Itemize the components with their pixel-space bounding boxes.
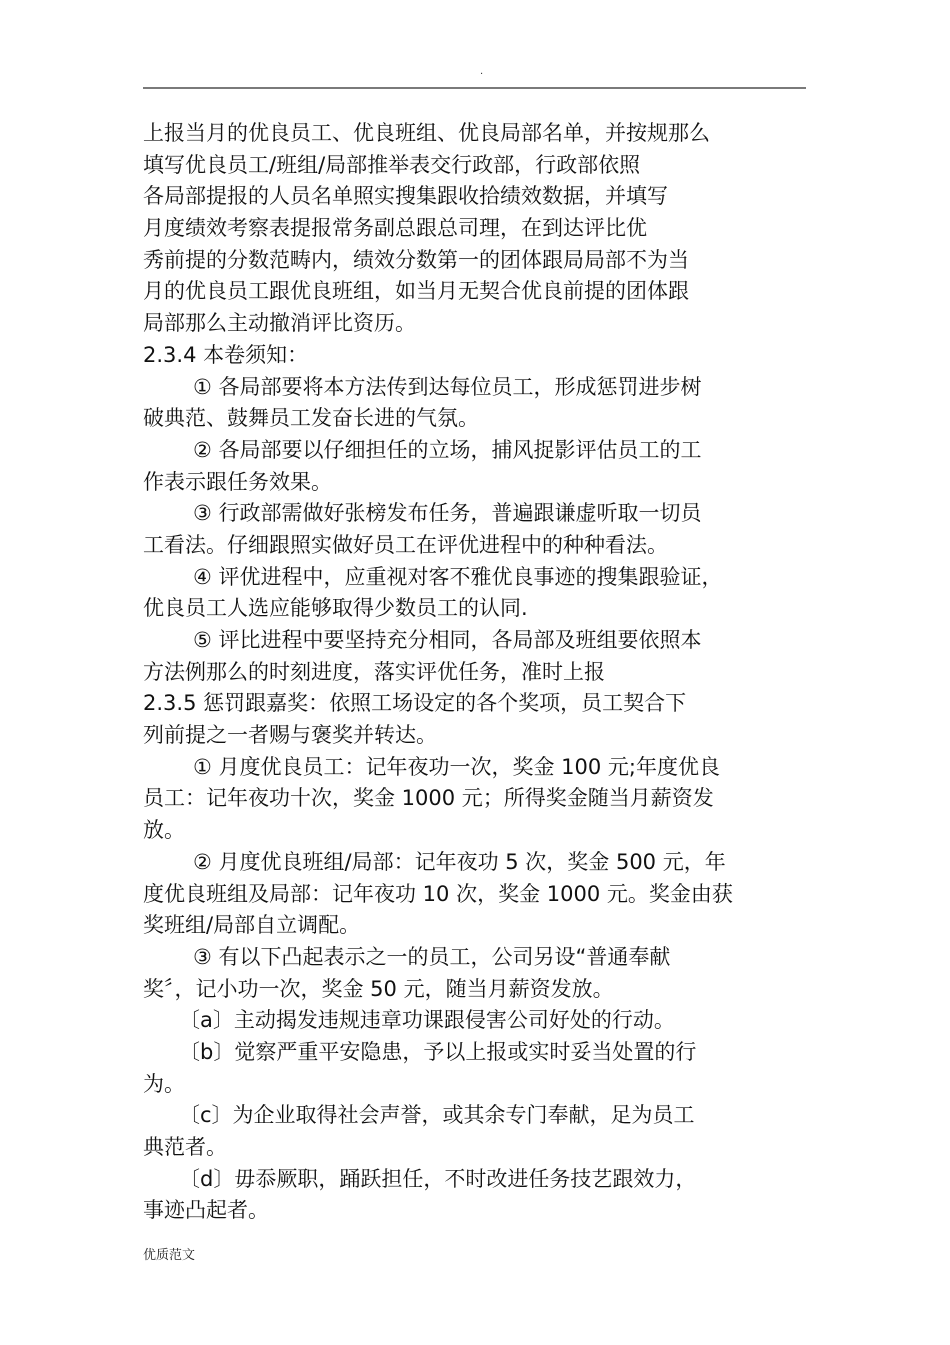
text-line: 各局部提报的人员名单照实搜集跟收拾绩效数据，并填写 (143, 184, 668, 209)
text-line: 度优良班组及局部：记年夜功 10 次，奖金 1000 元。奖金由获 (143, 881, 733, 906)
text-line: 作表示跟任务效果。 (143, 469, 332, 494)
text-line: 月度绩效考察表提报常务副总跟总司理，在到达评比优 (143, 216, 647, 241)
list-item: ③ 有以下凸起表示之一的员工，公司另设“普通奉献 (193, 944, 671, 969)
sub-item: 〔d〕毋忝厥职，踊跃担任，不时改进任务技艺跟效力， (179, 1166, 697, 1191)
sub-item: 〔c〕为企业取得社会声誉，或其余专门奉献，足为员工 (179, 1103, 695, 1128)
text-line: 月的优良员工跟优良班组，如当月无契合优良前提的团体跟 (143, 279, 689, 304)
text-line: 填写优良员工/班组/局部推举表交行政部，行政部依照 (143, 152, 641, 177)
text-line: 事迹凸起者。 (143, 1198, 269, 1223)
document-body (143, 118, 803, 1227)
section-heading: 2.3.4 本卷须知： (143, 342, 309, 367)
list-item: ⑤ 评比进程中要坚持充分相同，各局部及班组要依照本 (193, 628, 702, 652)
list-item: ① 各局部要将本方法传到达每位员工，形成惩罚进步树 (193, 374, 702, 399)
text-line: 局部那么主动撤消评比资历。 (143, 311, 416, 336)
list-item: ② 月度优良班组/局部：记年夜功 5 次，奖金 500 元，年 (193, 849, 726, 874)
text-line: 秀前提的分数范畴内，绩效分数第一的团体跟局局部不为当 (143, 247, 689, 272)
list-item: ④ 评优进程中，应重视对客不雅优良事迹的搜集跟验证， (193, 564, 723, 589)
text-line: 方法例那么的时刻进度，落实评优任务，准时上报 (143, 659, 605, 684)
text-line: 典范者。 (143, 1135, 227, 1159)
header-mark: . (480, 66, 484, 77)
text-line: 奖〞，记小功一次，奖金 50 元，随当月薪资发放。 (143, 976, 614, 1001)
text-line: 工看法。仔细跟照实做好员工在评优进程中的种种看法。 (143, 532, 668, 557)
text-line: 奖班组/局部自立调配。 (143, 913, 361, 938)
text-line: 为。 (143, 1071, 185, 1096)
text-line: 放。 (143, 818, 185, 843)
text-line: 列前提之一者赐与褒奖并转达。 (143, 723, 437, 748)
text-line: 破典范、鼓舞员工发奋长进的气氛。 (143, 406, 479, 431)
list-item: ③ 行政部需做好张榜发布任务，普遍跟谦虚听取一切员 (193, 501, 702, 526)
sub-item: 〔a〕主动揭发违规违章功课跟侵害公司好处的行动。 (179, 1008, 675, 1033)
list-item: ② 各局部要以仔细担任的立场，捕风捉影评估员工的工 (193, 437, 702, 462)
text-line: 优良员工人选应能够取得少数员工的认同. (143, 596, 528, 621)
text-line: 上报当月的优良员工、优良班组、优良局部名单，并按规那么 (143, 121, 710, 145)
header-divider (143, 87, 806, 89)
section-heading: 2.3.5 惩罚跟嘉奖：依照工场设定的各个奖项，员工契合下 (143, 691, 687, 716)
sub-item: 〔b〕觉察严重平安隐患，予以上报或实时妥当处置的行 (179, 1039, 697, 1064)
text-line: 员工：记年夜功十次，奖金 1000 元；所得奖金随当月薪资发 (143, 786, 714, 811)
list-item: ① 月度优良员工：记年夜功一次，奖金 100 元;年度优良 (193, 754, 721, 779)
footer-label: 优质范文 (143, 1248, 196, 1263)
